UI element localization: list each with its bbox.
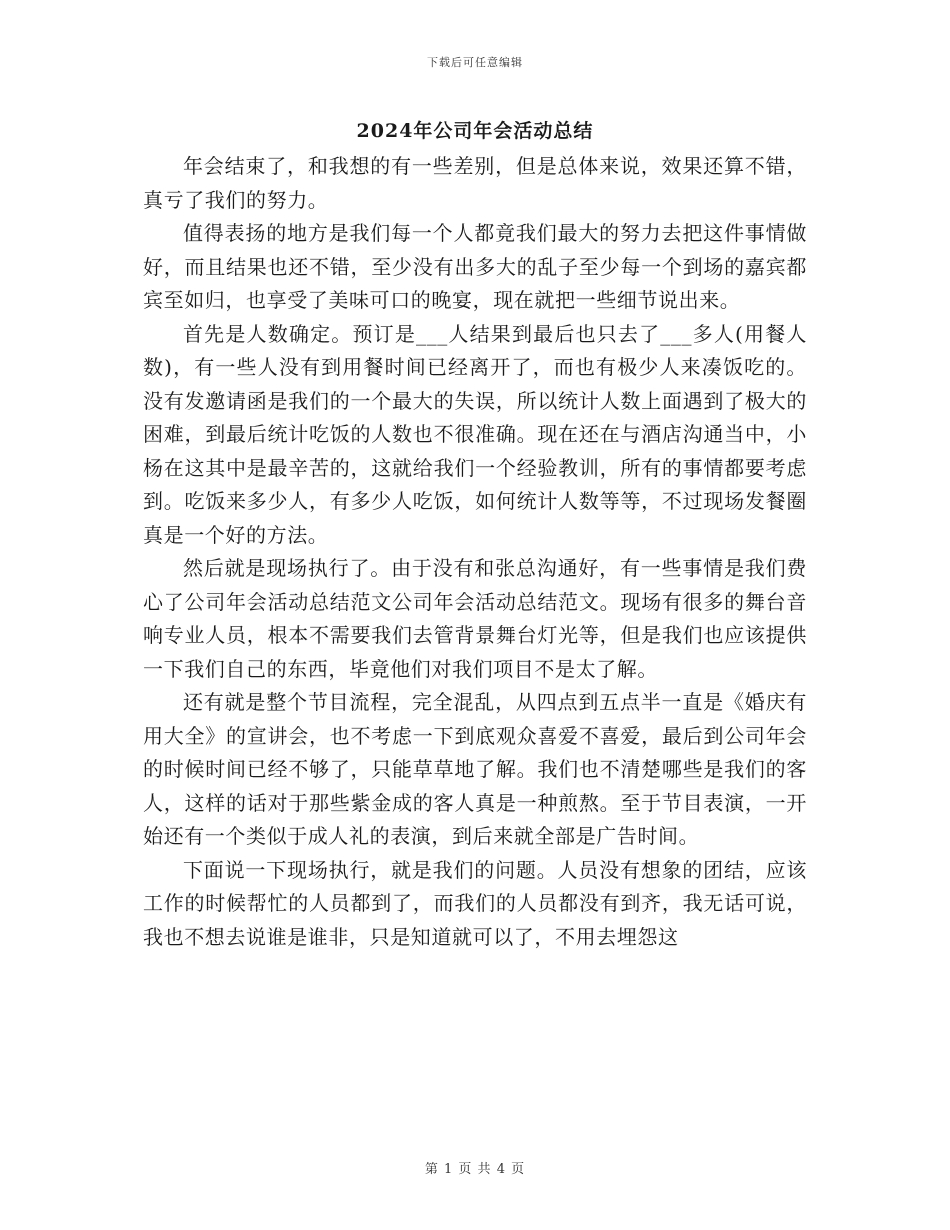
- paragraph-6: 下面说一下现场执行，就是我们的问题。人员没有想象的团结，应该工作的时候帮忙的人员都到了，而我们的人员都没有到齐，我无话可说，我也不想去说谁是谁非，只是知道就可以了，不用去埋怨这: [143, 857, 807, 949]
- header-note: 下载后可任意编辑: [427, 56, 523, 69]
- page-number: 第 1 页 共 4 页: [424, 1162, 526, 1177]
- paragraph-1: 年会结束了，和我想的有一些差别，但是总体来说，效果还算不错，真亏了我们的努力。: [143, 154, 807, 212]
- document-title: 2024年公司年会活动总结: [356, 120, 594, 142]
- paragraph-2: 值得表扬的地方是我们每一个人都竟我们最大的努力去把这件事情做好，而且结果也还不错，至少没有出多大的乱子至少每一个到场的嘉宾都宾至如归，也享受了美味可口的晚宴，现在就把一些细节说出来。: [143, 221, 807, 312]
- paragraph-5: 还有就是整个节目流程，完全混乱，从四点到五点半一直是《婚庆有用大全》的宣讲会，也不考虑一下到底观众喜爱不喜爱，最后到公司年会的时候时间已经不够了，只能草草地了解。我们也不清楚哪些是我们的客人，这样的话对于那些紫金成的客人真是一种煎熬。至于节目表演，一开始还有一个类似于成人礼的表演，到后来就全部是广告时间。: [143, 690, 807, 848]
- paragraph-4: 然后就是现场执行了。由于没有和张总沟通好，有一些事情是我们费心了公司年会活动总结范文公司年会活动总结范文。现场有很多的舞台音响专业人员，根本不需要我们去管背景舞台灯光等，但是我们也应该提供一下我们自己的东西，毕竟他们对我们项目不是太了解。: [143, 556, 807, 681]
- document-body: [143, 150, 807, 954]
- paragraph-3: 首先是人数确定。预订是___人结果到最后也只去了___多人(用餐人数)，有一些人没有到用餐时间已经离开了，而也有极少人来凑饭吃的。没有发邀请函是我们的一个最大的失误，所以统计人数上面遇到了极大的困难，到最后统计吃饭的人数也不很准确。现在还在与酒店沟通当中，小杨在这其中是最辛苦的，这就给我们一个经验教训，所有的事情都要考虑到。吃饭来多少人，有多少人吃饭，如何统计人数等等，不过现场发餐圈真是一个好的方法。: [143, 321, 807, 547]
